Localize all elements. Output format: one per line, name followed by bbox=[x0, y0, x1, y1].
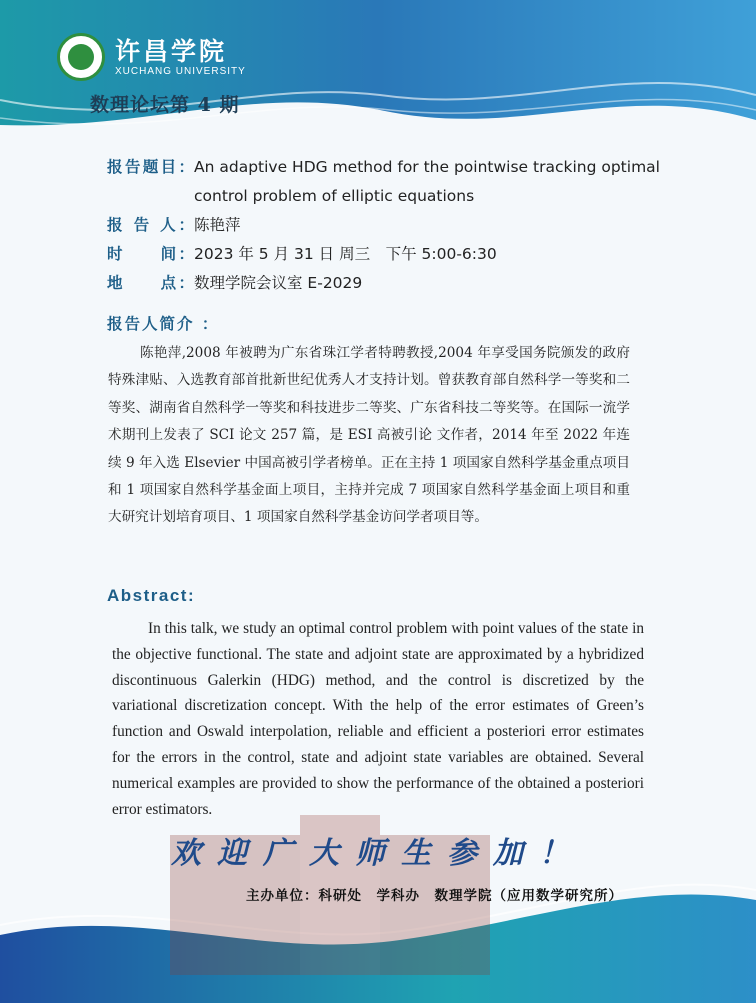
time-row bbox=[107, 240, 667, 269]
title-label: 报告题目： bbox=[107, 158, 194, 176]
speaker-name: 陈艳萍 bbox=[194, 216, 241, 234]
place-row bbox=[107, 269, 667, 298]
university-seal-icon bbox=[57, 33, 105, 81]
abstract-text: In this talk, we study an optimal control problem with point values of the state in the objective functional. The state and adjoint state are approximated by a hybridized discontinuous Galerkin (HDG) method, and the control is discretized by the variational discretization concept. With the help of the error estimates of Green’s function and Oswald interpolation, reliable and efficient a posteriori error estimates for the errors in the control, state and adjoint state variables are obtained. Several numerical examples are provided to show the performance of the obtained a posteriori error estimators. bbox=[112, 620, 644, 818]
logo-chinese-name: 许昌学院 bbox=[115, 36, 228, 66]
talk-info bbox=[107, 153, 667, 298]
logo-english-name: XUCHANG UNIVERSITY bbox=[115, 65, 246, 77]
forum-title: 数理论坛第 4 期 bbox=[90, 94, 240, 116]
talk-title-line-2: control problem of elliptic equations bbox=[194, 187, 475, 205]
bio-text: 陈艳萍,2008 年被聘为广东省珠江学者特聘教授,2004 年享受国务院颁发的政府特殊津贴、入选教育部首批新世纪优秀人才支持计划。曾获教育部自然科学一等奖和二等奖、湖南省自然科学一等奖和科技进步二等奖、广东省科技二等奖等。在国际一流学术期刊上发表了 SCI 论文 257 篇，是 ESI 高被引论 文作者，2014 年至 2022 年连续 9 年入选 Elsevier 中国高被引学者榜单。正在主持 1 项国家自然科学基金重点项目 和 1 项国家自然科学基金面上项目，主持并完成 7 项国家自然科学基金面上项目和重大研究计划培育项目、1 项国家自然科学基金访问学者项目等。 bbox=[108, 345, 630, 526]
time-label: 时 间： bbox=[107, 245, 194, 263]
talk-time: 2023 年 5 月 31 日 周三 下午 5:00-6:30 bbox=[194, 245, 497, 263]
place-label: 地 点： bbox=[107, 274, 194, 292]
abstract-heading: Abstract: bbox=[107, 586, 196, 605]
university-logo bbox=[57, 33, 246, 81]
talk-title-line-1: An adaptive HDG method for the pointwise tracking optimal bbox=[194, 158, 660, 176]
speaker-label: 报 告 人： bbox=[107, 216, 194, 234]
talk-place: 数理学院会议室 E-2029 bbox=[194, 274, 363, 292]
talk-title bbox=[194, 153, 660, 211]
bio-heading: 报告人简介 ： bbox=[107, 315, 220, 333]
welcome-banner: 欢迎广大师生参加！ bbox=[171, 836, 585, 871]
host-organizations: 主办单位：科研处 学科办 数理学院（应用数学研究所） bbox=[246, 888, 623, 904]
title-row bbox=[107, 153, 667, 211]
speaker-row bbox=[107, 211, 667, 240]
